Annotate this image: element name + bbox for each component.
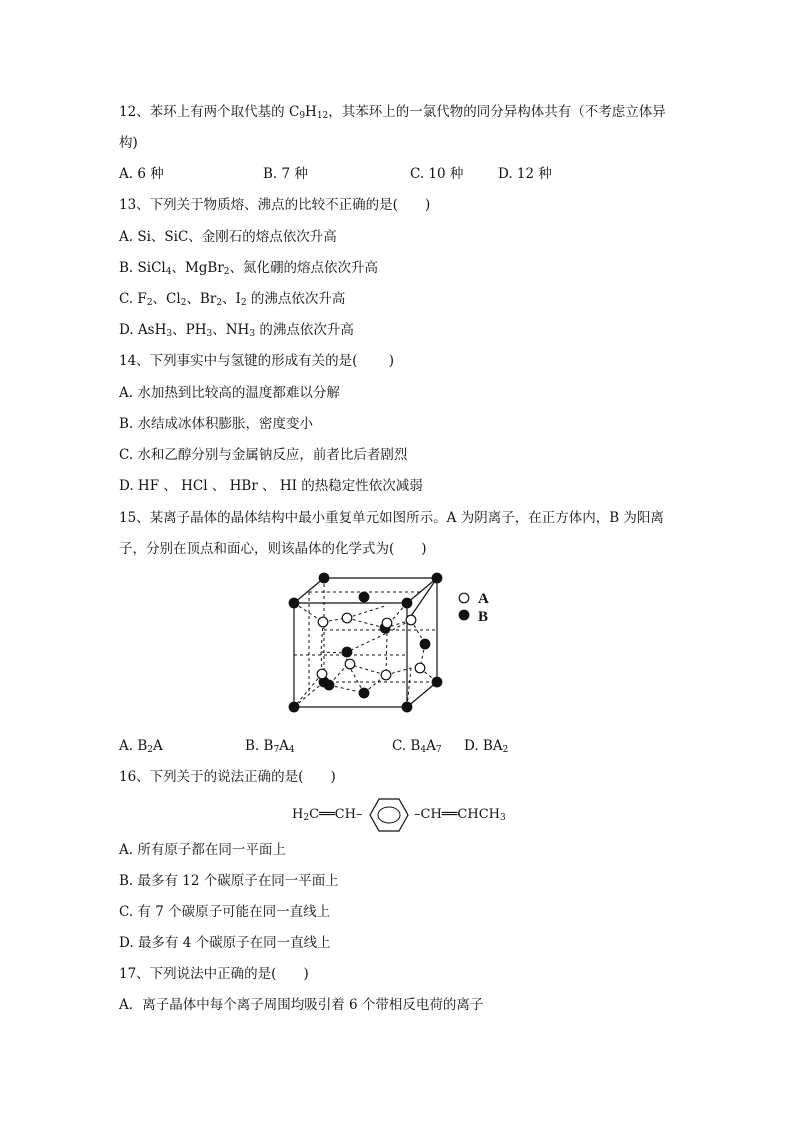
legend-label-b: B: [478, 609, 489, 625]
formula-left-group: $H_2C══CH-$: [292, 807, 363, 823]
q15-option-d: D. $BA_2$: [464, 738, 509, 755]
q13-option-b: B. SiCl$_4$、MgBr$_2$、氮化硼的熔点依次升高: [119, 260, 379, 277]
legend-label-a: A: [478, 591, 489, 607]
q13-stem: 13、下列关于物质熔、沸点的比较不正确的是( ): [119, 197, 431, 213]
q12-stem-line2: 构): [119, 135, 138, 151]
q14-option-d: D. HF 、 HCl 、 HBr 、 HI 的热稳定性依次减弱: [119, 478, 423, 494]
q14-option-b: B. 水结成冰体积膨胀，密度变小: [119, 416, 314, 432]
q12-option-d: D. 12 种: [498, 166, 552, 182]
q13-option-c: C. $F_2$、$Cl_2$、$Br_2$、$I_2$ 的沸点依次升高: [119, 291, 346, 308]
q15-option-a: A. $B_2A$: [119, 738, 163, 755]
q15-stem-line2: 子，分别在顶点和面心，则该晶体的化学式为( ): [119, 541, 427, 557]
q16-option-c: C. 有 7 个碳原子可能在同一直线上: [119, 904, 331, 920]
crystal-unit-cell-figure: [280, 570, 510, 720]
q15-stem-line1: 15、某离子晶体的晶体结构中最小重复单元如图所示。A 为阴离子，在正方体内，B 为阳离: [119, 510, 664, 526]
q14-option-c: C. 水和乙醇分别与金属钠反应，前者比后者剧烈: [119, 447, 408, 463]
q12-option-a: A. 6 种: [119, 166, 164, 182]
q17-option-a: A．离子晶体中每个离子周围均吸引着 6 个带相反电荷的离子: [119, 997, 484, 1013]
q12-stem-line1: 12、苯环上有两个取代基的 $C_9H_{12}$，其苯环上的一氯代物的同分异构体共有（不考虑立体异: [119, 104, 666, 121]
q16-stem: 16、下列关于的说法正确的是( ): [119, 769, 336, 785]
benzene-ring-icon: [366, 797, 412, 833]
q14-stem: 14、下列事实中与氢键的形成有关的是( ): [119, 353, 395, 369]
formula-right-group: $-CH══CHCH_3$: [414, 807, 506, 823]
q12-option-b: B. 7 种: [263, 166, 308, 182]
q16-option-d: D. 最多有 4 个碳原子在同一直线上: [119, 935, 331, 951]
q15-option-c: C. $B_4A_7$: [392, 738, 442, 755]
q13-option-d: D. AsH$_3$、$PH_3$、$NH_3$ 的沸点依次升高: [119, 322, 354, 339]
q13-option-a: A. Si、SiC、金刚石的熔点依次升高: [119, 229, 337, 245]
q15-option-b: B. $B_7A_4$: [245, 738, 295, 755]
q17-stem: 17、下列说法中正确的是( ): [119, 966, 309, 982]
q14-option-a: A. 水加热到比较高的温度都难以分解: [119, 385, 340, 401]
q16-option-a: A. 所有原子都在同一平面上: [119, 842, 286, 858]
q12-option-c: C. 10 种: [410, 166, 464, 182]
q16-option-b: B. 最多有 12 个碳原子在同一平面上: [119, 873, 339, 889]
